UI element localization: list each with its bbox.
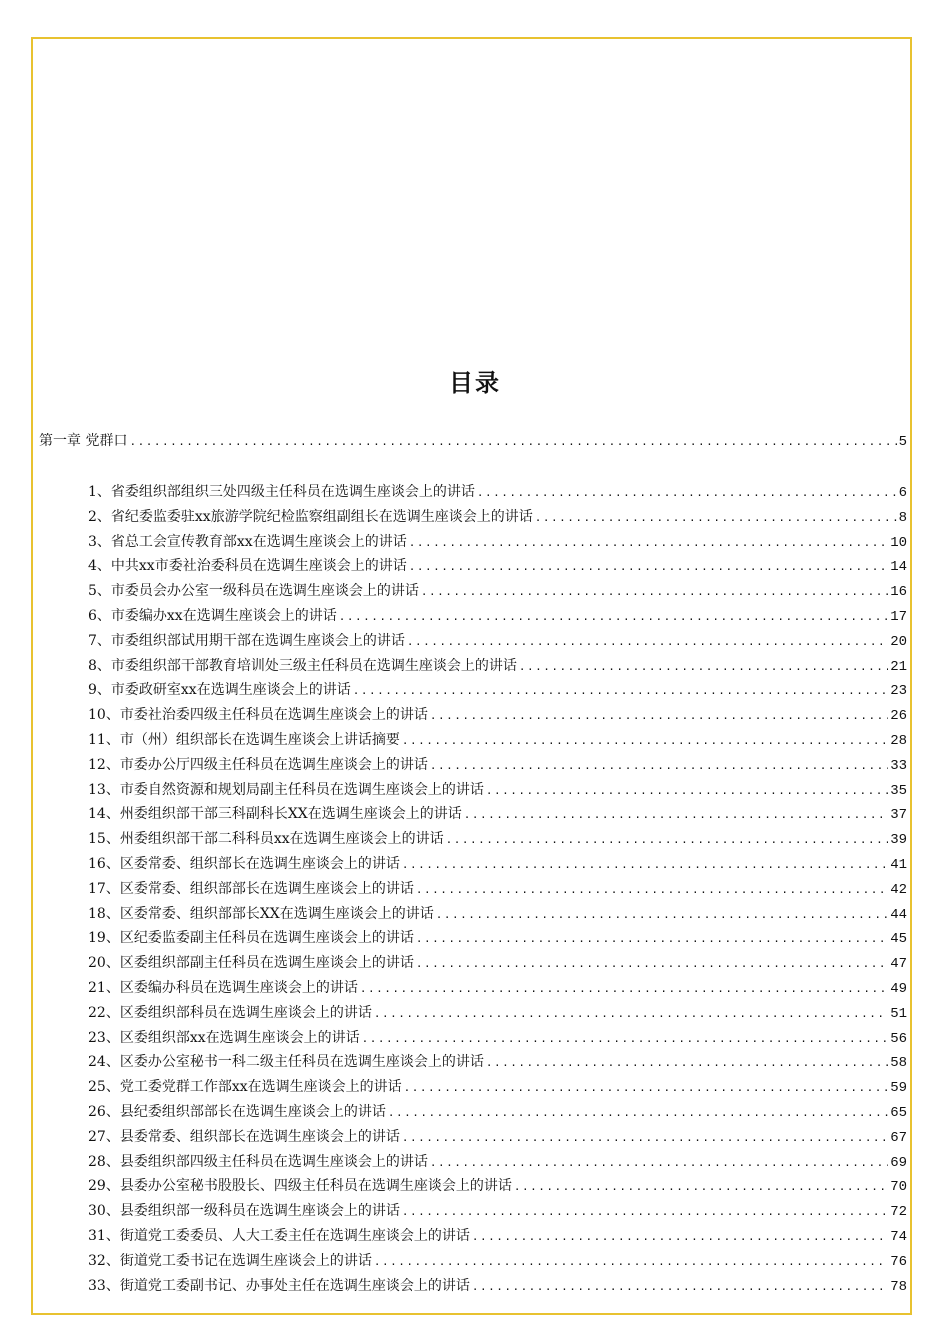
toc-entry-page-number: 14 bbox=[890, 559, 907, 576]
dot-leader bbox=[404, 1078, 889, 1098]
toc-entry-page-number: 76 bbox=[890, 1253, 907, 1270]
toc-entry-label: 28、县委组织部四级主任科员在选调生座谈会上的讲话 bbox=[88, 1153, 428, 1170]
dot-leader bbox=[421, 582, 888, 602]
toc-entry-page-number: 56 bbox=[890, 1030, 907, 1047]
toc-entry-page-number: 23 bbox=[890, 683, 907, 700]
toc-entry-page-number: 16 bbox=[890, 584, 907, 601]
toc-entry-label: 25、党工委党群工作部xx在选调生座谈会上的讲话 bbox=[88, 1079, 402, 1096]
toc-title: 目录 bbox=[449, 369, 501, 397]
toc-entry[interactable] bbox=[88, 1003, 907, 1023]
toc-entry-page-number: 58 bbox=[890, 1055, 907, 1072]
toc-entry-label: 19、区纪委监委副主任科员在选调生座谈会上的讲话 bbox=[88, 930, 414, 947]
dot-leader bbox=[402, 855, 888, 875]
toc-entry-label: 20、区委组织部副主任科员在选调生座谈会上的讲话 bbox=[88, 955, 414, 972]
dot-leader bbox=[430, 1153, 888, 1173]
toc-entry-label: 18、区委常委、组织部部长XX在选调生座谈会上的讲话 bbox=[88, 905, 434, 922]
toc-entry[interactable] bbox=[88, 705, 907, 725]
dot-leader bbox=[416, 954, 888, 974]
toc-entry[interactable] bbox=[88, 507, 907, 527]
dot-leader bbox=[402, 731, 888, 751]
dot-leader bbox=[353, 681, 888, 701]
dot-leader bbox=[472, 1277, 888, 1297]
toc-entry-label: 1、省委组织部组织三处四级主任科员在选调生座谈会上的讲话 bbox=[88, 484, 475, 500]
dot-leader bbox=[416, 880, 888, 900]
toc-entry[interactable] bbox=[88, 1201, 907, 1221]
toc-entry-page-number: 37 bbox=[890, 807, 907, 824]
toc-entry-page-number: 20 bbox=[890, 633, 907, 650]
toc-entry-label: 8、市委组织部干部教育培训处三级主任科员在选调生座谈会上的讲话 bbox=[88, 657, 517, 674]
toc-entry[interactable] bbox=[88, 1226, 907, 1246]
toc-entry-page-number: 70 bbox=[890, 1179, 907, 1196]
toc-entry-label: 9、市委政研室xx在选调生座谈会上的讲话 bbox=[88, 682, 351, 699]
toc-entry[interactable] bbox=[88, 780, 907, 800]
toc-entry-label: 27、县委常委、组织部长在选调生座谈会上的讲话 bbox=[88, 1128, 400, 1145]
dot-leader bbox=[409, 557, 888, 577]
toc-entry-page-number: 69 bbox=[890, 1154, 907, 1171]
dot-leader bbox=[486, 781, 888, 801]
toc-entry[interactable] bbox=[88, 556, 907, 576]
toc-entry-label: 11、市（州）组织部长在选调生座谈会上讲话摘要 bbox=[88, 731, 400, 748]
chapter-page-number: 5 bbox=[898, 434, 907, 450]
toc-entry[interactable] bbox=[88, 804, 907, 824]
toc-entry[interactable] bbox=[88, 904, 907, 924]
toc-entry-label: 4、中共xx市委社治委科员在选调生座谈会上的讲话 bbox=[88, 558, 407, 575]
toc-entry-label: 24、区委办公室秘书一科二级主任科员在选调生座谈会上的讲话 bbox=[88, 1054, 484, 1071]
dot-leader bbox=[472, 1227, 888, 1247]
dot-leader bbox=[402, 1128, 888, 1148]
dot-leader bbox=[430, 756, 888, 776]
toc-entry-page-number: 17 bbox=[890, 608, 907, 625]
chapter-label: 第一章 党群口 bbox=[39, 433, 128, 449]
toc-entry[interactable] bbox=[88, 482, 907, 502]
toc-entry[interactable] bbox=[88, 1052, 907, 1072]
toc-entry-label: 3、省总工会宣传教育部xx在选调生座谈会上的讲话 bbox=[88, 533, 407, 550]
dot-leader bbox=[446, 830, 889, 850]
toc-entry-page-number: 10 bbox=[890, 534, 907, 551]
toc-entry-label: 26、县纪委组织部部长在选调生座谈会上的讲话 bbox=[88, 1103, 386, 1120]
dot-leader bbox=[416, 929, 888, 949]
dot-leader bbox=[402, 1202, 888, 1222]
toc-entry[interactable] bbox=[88, 1102, 907, 1122]
dot-leader bbox=[535, 508, 897, 528]
toc-entry-page-number: 39 bbox=[890, 832, 907, 849]
toc-entry-label: 5、市委员会办公室一级科员在选调生座谈会上的讲话 bbox=[88, 583, 419, 600]
toc-entry-label: 21、区委编办科员在选调生座谈会上的讲话 bbox=[88, 979, 358, 996]
toc-entry[interactable] bbox=[88, 680, 907, 700]
toc-entry-label: 30、县委组织部一级科员在选调生座谈会上的讲话 bbox=[88, 1203, 400, 1220]
toc-entry[interactable] bbox=[88, 1028, 907, 1048]
toc-chapter-entry[interactable] bbox=[39, 431, 907, 451]
dot-leader bbox=[519, 657, 888, 677]
toc-entry-page-number: 78 bbox=[890, 1278, 907, 1295]
toc-entry[interactable] bbox=[88, 581, 907, 601]
toc-entry-label: 10、市委社治委四级主任科员在选调生座谈会上的讲话 bbox=[88, 707, 428, 724]
toc-entry-label: 2、省纪委监委驻xx旅游学院纪检监察组副组长在选调生座谈会上的讲话 bbox=[88, 508, 533, 525]
toc-entry[interactable] bbox=[88, 854, 907, 874]
toc-entry[interactable] bbox=[88, 879, 907, 899]
toc-entry[interactable] bbox=[88, 1276, 907, 1296]
toc-entry-page-number: 74 bbox=[890, 1228, 907, 1245]
toc-entry[interactable] bbox=[88, 953, 907, 973]
toc-entry-page-number: 65 bbox=[890, 1104, 907, 1121]
dot-leader bbox=[407, 632, 888, 652]
toc-entry-label: 15、州委组织部干部二科科员xx在选调生座谈会上的讲话 bbox=[88, 831, 444, 848]
toc-entry[interactable] bbox=[88, 631, 907, 651]
toc-entry-label: 29、县委办公室秘书股股长、四级主任科员在选调生座谈会上的讲话 bbox=[88, 1178, 512, 1195]
toc-entry-label: 23、区委组织部xx在选调生座谈会上的讲话 bbox=[88, 1029, 360, 1046]
dot-leader bbox=[514, 1177, 888, 1197]
dot-leader bbox=[339, 607, 888, 627]
toc-entry[interactable] bbox=[88, 1127, 907, 1147]
toc-entry[interactable] bbox=[88, 1176, 907, 1196]
dot-leader bbox=[374, 1004, 888, 1024]
toc-entry-page-number: 51 bbox=[890, 1005, 907, 1022]
toc-entry-page-number: 59 bbox=[890, 1080, 907, 1097]
dot-leader bbox=[436, 905, 888, 925]
toc-entry-page-number: 8 bbox=[898, 509, 907, 526]
toc-entry[interactable] bbox=[88, 1152, 907, 1172]
dot-leader bbox=[477, 483, 897, 503]
toc-entry[interactable] bbox=[88, 532, 907, 552]
toc-entry-page-number: 35 bbox=[890, 782, 907, 799]
toc-entry[interactable] bbox=[88, 928, 907, 948]
toc-entry[interactable] bbox=[88, 730, 907, 750]
toc-entry[interactable] bbox=[88, 1077, 907, 1097]
toc-entry-page-number: 49 bbox=[890, 980, 907, 997]
dot-leader bbox=[374, 1252, 888, 1272]
toc-entry-page-number: 44 bbox=[890, 906, 907, 923]
toc-entry-label: 16、区委常委、组织部长在选调生座谈会上的讲话 bbox=[88, 855, 400, 872]
toc-entry-page-number: 6 bbox=[898, 485, 907, 501]
toc-entry-label: 31、街道党工委委员、人大工委主任在选调生座谈会上的讲话 bbox=[88, 1227, 470, 1244]
toc-entry-page-number: 45 bbox=[890, 931, 907, 948]
toc-entry[interactable] bbox=[88, 978, 907, 998]
toc-entry-page-number: 47 bbox=[890, 956, 907, 973]
toc-entry-label: 22、区委组织部科员在选调生座谈会上的讲话 bbox=[88, 1004, 372, 1021]
toc-entry[interactable] bbox=[88, 829, 907, 849]
dot-leader bbox=[388, 1103, 888, 1123]
toc-entry-page-number: 67 bbox=[890, 1129, 907, 1146]
toc-entry-page-number: 26 bbox=[890, 708, 907, 725]
toc-entry-page-number: 33 bbox=[890, 757, 907, 774]
toc-entry[interactable] bbox=[88, 1251, 907, 1271]
toc-entry-page-number: 21 bbox=[890, 658, 907, 675]
toc-entry-label: 7、市委组织部试用期干部在选调生座谈会上的讲话 bbox=[88, 632, 405, 649]
toc-entry[interactable] bbox=[88, 656, 907, 676]
dot-leader bbox=[409, 533, 888, 553]
toc-entry-label: 6、市委编办xx在选调生座谈会上的讲话 bbox=[88, 607, 337, 624]
toc-entry[interactable] bbox=[88, 606, 907, 626]
dot-leader bbox=[464, 805, 888, 825]
toc-entry-page-number: 28 bbox=[890, 732, 907, 749]
toc-entry-label: 13、市委自然资源和规划局副主任科员在选调生座谈会上的讲话 bbox=[88, 781, 484, 798]
toc-entry-list bbox=[88, 482, 907, 1300]
dot-leader bbox=[430, 706, 888, 726]
dot-leader bbox=[362, 1029, 889, 1049]
dot-leader bbox=[486, 1053, 888, 1073]
toc-entry-label: 32、街道党工委书记在选调生座谈会上的讲话 bbox=[88, 1252, 372, 1269]
toc-entry[interactable] bbox=[88, 755, 907, 775]
dot-leader bbox=[360, 979, 888, 999]
toc-entry-label: 33、街道党工委副书记、办事处主任在选调生座谈会上的讲话 bbox=[88, 1277, 470, 1294]
dot-leader bbox=[129, 432, 896, 452]
toc-entry-page-number: 42 bbox=[890, 881, 907, 898]
toc-entry-label: 17、区委常委、组织部部长在选调生座谈会上的讲话 bbox=[88, 880, 414, 897]
toc-entry-page-number: 72 bbox=[890, 1204, 907, 1221]
toc-entry-label: 12、市委办公厅四级主任科员在选调生座谈会上的讲话 bbox=[88, 756, 428, 773]
toc-entry-label: 14、州委组织部干部三科副科长XX在选调生座谈会上的讲话 bbox=[88, 806, 462, 823]
toc-entry-page-number: 41 bbox=[890, 856, 907, 873]
